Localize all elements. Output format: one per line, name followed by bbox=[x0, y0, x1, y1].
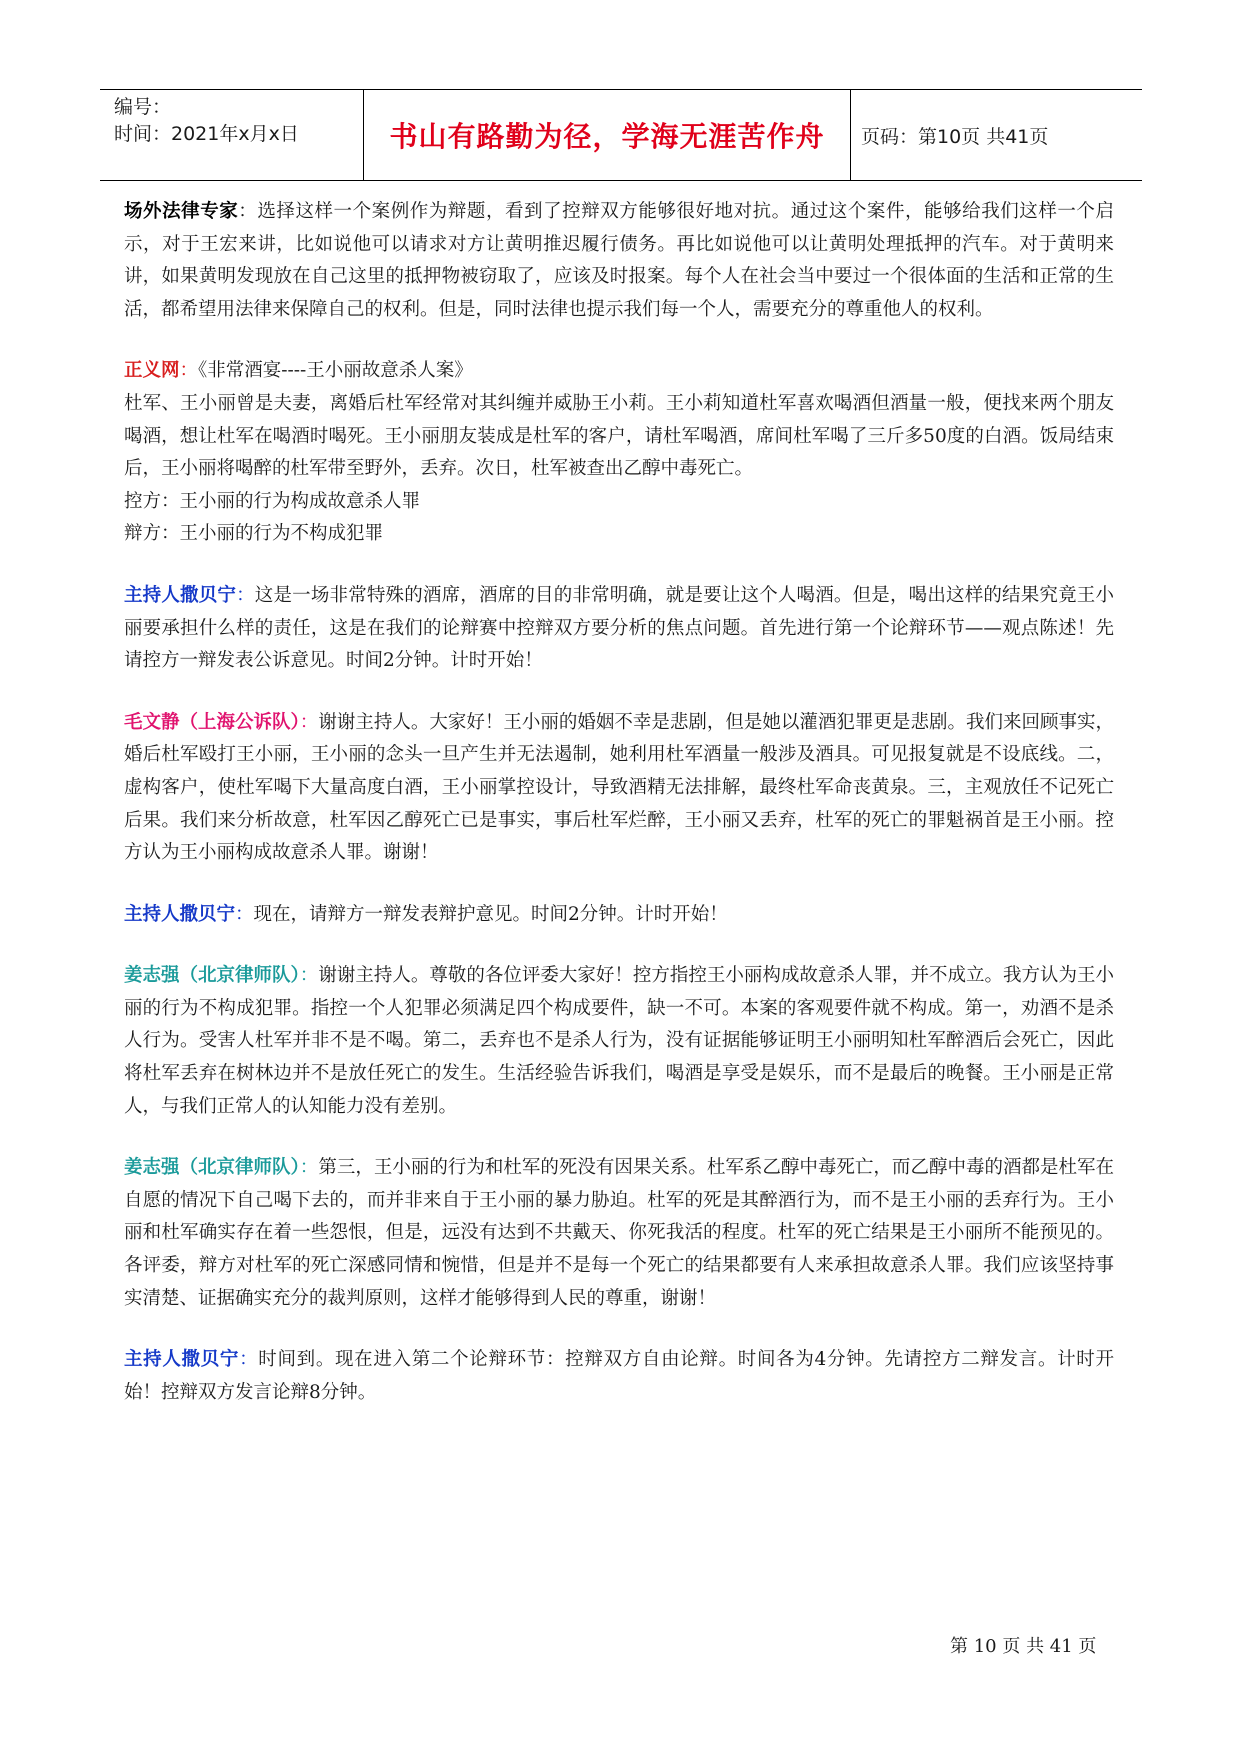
paragraph-text: 第三，王小丽的行为和杜军的死没有因果关系。杜军系乙醇中毒死亡，而乙醇中毒的酒都是杜军在自愿的情况下自己喝下去的，而并非来自于王小丽的暴力胁迫。杜军的死是其醉酒行为，而不是王小丽的丢弃行为。王小丽和杜军确实存在着一些怨恨，但是，远没有达到不共戴天、你死我活的程度。杜军的死亡结果是王小丽所不能预见的。各评委，辩方对杜军的死亡深感同情和惋惜，但是并不是每一个死亡的结果都要有人来承担故意杀人罪。我们应该坚持事实清楚、证据确实充分的裁判原则，这样才能够得到人民的尊重，谢谢！ bbox=[124, 1157, 1114, 1309]
speaker-label: 毛文静（上海公诉队） bbox=[124, 711, 300, 733]
paragraph-legal-expert bbox=[124, 196, 1114, 326]
speaker-label: 正义网 bbox=[124, 360, 180, 382]
paragraph-text: 谢谢主持人。尊敬的各位评委大家好！控方指控王小丽构成故意杀人罪，并不成立。我方认为王小丽的行为不构成犯罪。指控一个人犯罪必须满足四个构成要件，缺一不可。本案的客观要件就不构成。第一，劝酒不是杀人行为。受害人杜军并非不是不喝。第二，丢弃也不是杀人行为，没有证据能够证明王小丽明知杜军醉酒后会死亡，因此将杜军丢弃在树林边并不是放任死亡的发生。生活经验告诉我们，喝酒是享受是娱乐，而不是最后的晚餐。王小丽是正常人，与我们正常人的认知能力没有差别。 bbox=[124, 965, 1114, 1117]
speaker-separator: ： bbox=[179, 360, 199, 382]
paragraph-text: 现在，请辩方一辩发表辩护意见。时间2分钟。计时开始！ bbox=[253, 903, 728, 925]
paragraph-case-facts: 杜军、王小丽曾是夫妻，离婚后杜军经常对其纠缠并威胁王小莉。王小莉知道杜军喜欢喝酒但酒量一般，便找来两个朋友喝酒，想让杜军在喝酒时喝死。王小丽朋友装成是杜军的客户，请杜军喝酒，席间杜军喝了三斤多50度的白酒。饭局结束后，王小丽将喝醉的杜军带至野外，丢弃。次日，杜军被查出乙醇中毒死亡。 bbox=[124, 392, 1114, 480]
speaker-separator: ： bbox=[239, 1349, 259, 1371]
header-time: 时间：2021年x月x日 bbox=[114, 123, 299, 145]
paragraph-host-opening bbox=[124, 580, 1114, 678]
speaker-separator: ： bbox=[236, 584, 255, 606]
speaker-label: 姜志强（北京律师队） bbox=[124, 1157, 300, 1179]
speaker-separator: ： bbox=[235, 903, 254, 925]
speaker-label: 主持人撒贝宁 bbox=[124, 1349, 240, 1371]
paragraph-host-defense-call bbox=[124, 899, 1114, 932]
header-info bbox=[100, 90, 364, 180]
speaker-separator: ： bbox=[299, 1157, 319, 1179]
speaker-label: 主持人撒贝宁 bbox=[124, 584, 237, 606]
speaker-label: 主持人撒贝宁 bbox=[124, 903, 236, 925]
paragraph-host-free-debate bbox=[124, 1344, 1114, 1409]
document-header bbox=[100, 89, 1142, 181]
paragraph-text: 时间到。现在进入第二个论辩环节：控辩双方自由论辩。时间各为4分钟。先请控方二辩发言。计时开始！控辩双方发言论辩8分钟。 bbox=[124, 1349, 1114, 1403]
header-number: 编号： bbox=[114, 96, 172, 118]
header-page-info: 页码：第10页 共41页 bbox=[861, 125, 1049, 148]
paragraph-case-title bbox=[124, 355, 1114, 388]
paragraph-text: 谢谢主持人。大家好！王小丽的婚姻不幸是悲剧，但是她以灌酒犯罪更是悲剧。我们来回顾事实，婚后杜军殴打王小丽，王小丽的念头一旦产生并无法遏制，她利用杜军酒量一般涉及酒具。可见报复就是不设底线。二，虚构客户，使杜军喝下大量高度白酒，王小丽掌控设计，导致酒精无法排解，最终杜军命丧黄泉。三，主观放任不记死亡后果。我们来分析故意，杜军因乙醇死亡已是事实，事后杜军烂醉，王小丽又丢弃，杜军的死亡的罪魁祸首是王小丽。控方认为王小丽构成故意杀人罪。谢谢！ bbox=[124, 711, 1114, 864]
speaker-separator: ： bbox=[299, 711, 319, 733]
paragraph-prosecution-claim: 控方：王小丽的行为构成故意杀人罪 bbox=[124, 490, 421, 512]
page-footer: 第 10 页 共 41 页 bbox=[950, 1636, 1097, 1657]
speaker-label: 场外法律专家 bbox=[124, 201, 239, 222]
paragraph-defense-statement-1 bbox=[124, 960, 1114, 1123]
paragraph-defense-claim: 辩方：王小丽的行为不构成犯罪 bbox=[124, 523, 384, 545]
speaker-separator: ： bbox=[238, 201, 258, 222]
header-motto: 书山有路勤为径，学海无涯苦作舟 bbox=[364, 90, 851, 180]
paragraph-prosecution-statement bbox=[124, 707, 1114, 870]
document-body bbox=[124, 196, 1114, 1409]
paragraph-defense-statement-2 bbox=[124, 1152, 1114, 1315]
speaker-label: 姜志强（北京律师队） bbox=[124, 965, 300, 987]
paragraph-text: 《非常酒宴----王小丽故意杀人案》 bbox=[198, 360, 473, 382]
paragraph-text: 这是一场非常特殊的酒席，酒席的目的非常明确，就是要让这个人喝酒。但是，喝出这样的结果究竟王小丽要承担什么样的责任，这是在我们的论辩赛中控辩双方要分析的焦点问题。首先进行第一个论辩环节——观点陈述！先请控方一辩发表公诉意见。时间2分钟。计时开始！ bbox=[124, 584, 1114, 672]
speaker-separator: ： bbox=[299, 965, 319, 987]
paragraph-text: 选择这样一个案例作为辩题，看到了控辩双方能够很好地对抗。通过这个案件，能够给我们这样一个启示，对于王宏来讲，比如说他可以请求对方让黄明推迟履行债务。再比如说他可以让黄明处理抵押的汽车。对于黄明来讲，如果黄明发现放在自己这里的抵押物被窃取了，应该及时报案。每个人在社会当中要过一个很体面的生活和正常的生活，都希望用法律来保障自己的权利。但是，同时法律也提示我们每一个人，需要充分的尊重他人的权利。 bbox=[124, 201, 1114, 320]
